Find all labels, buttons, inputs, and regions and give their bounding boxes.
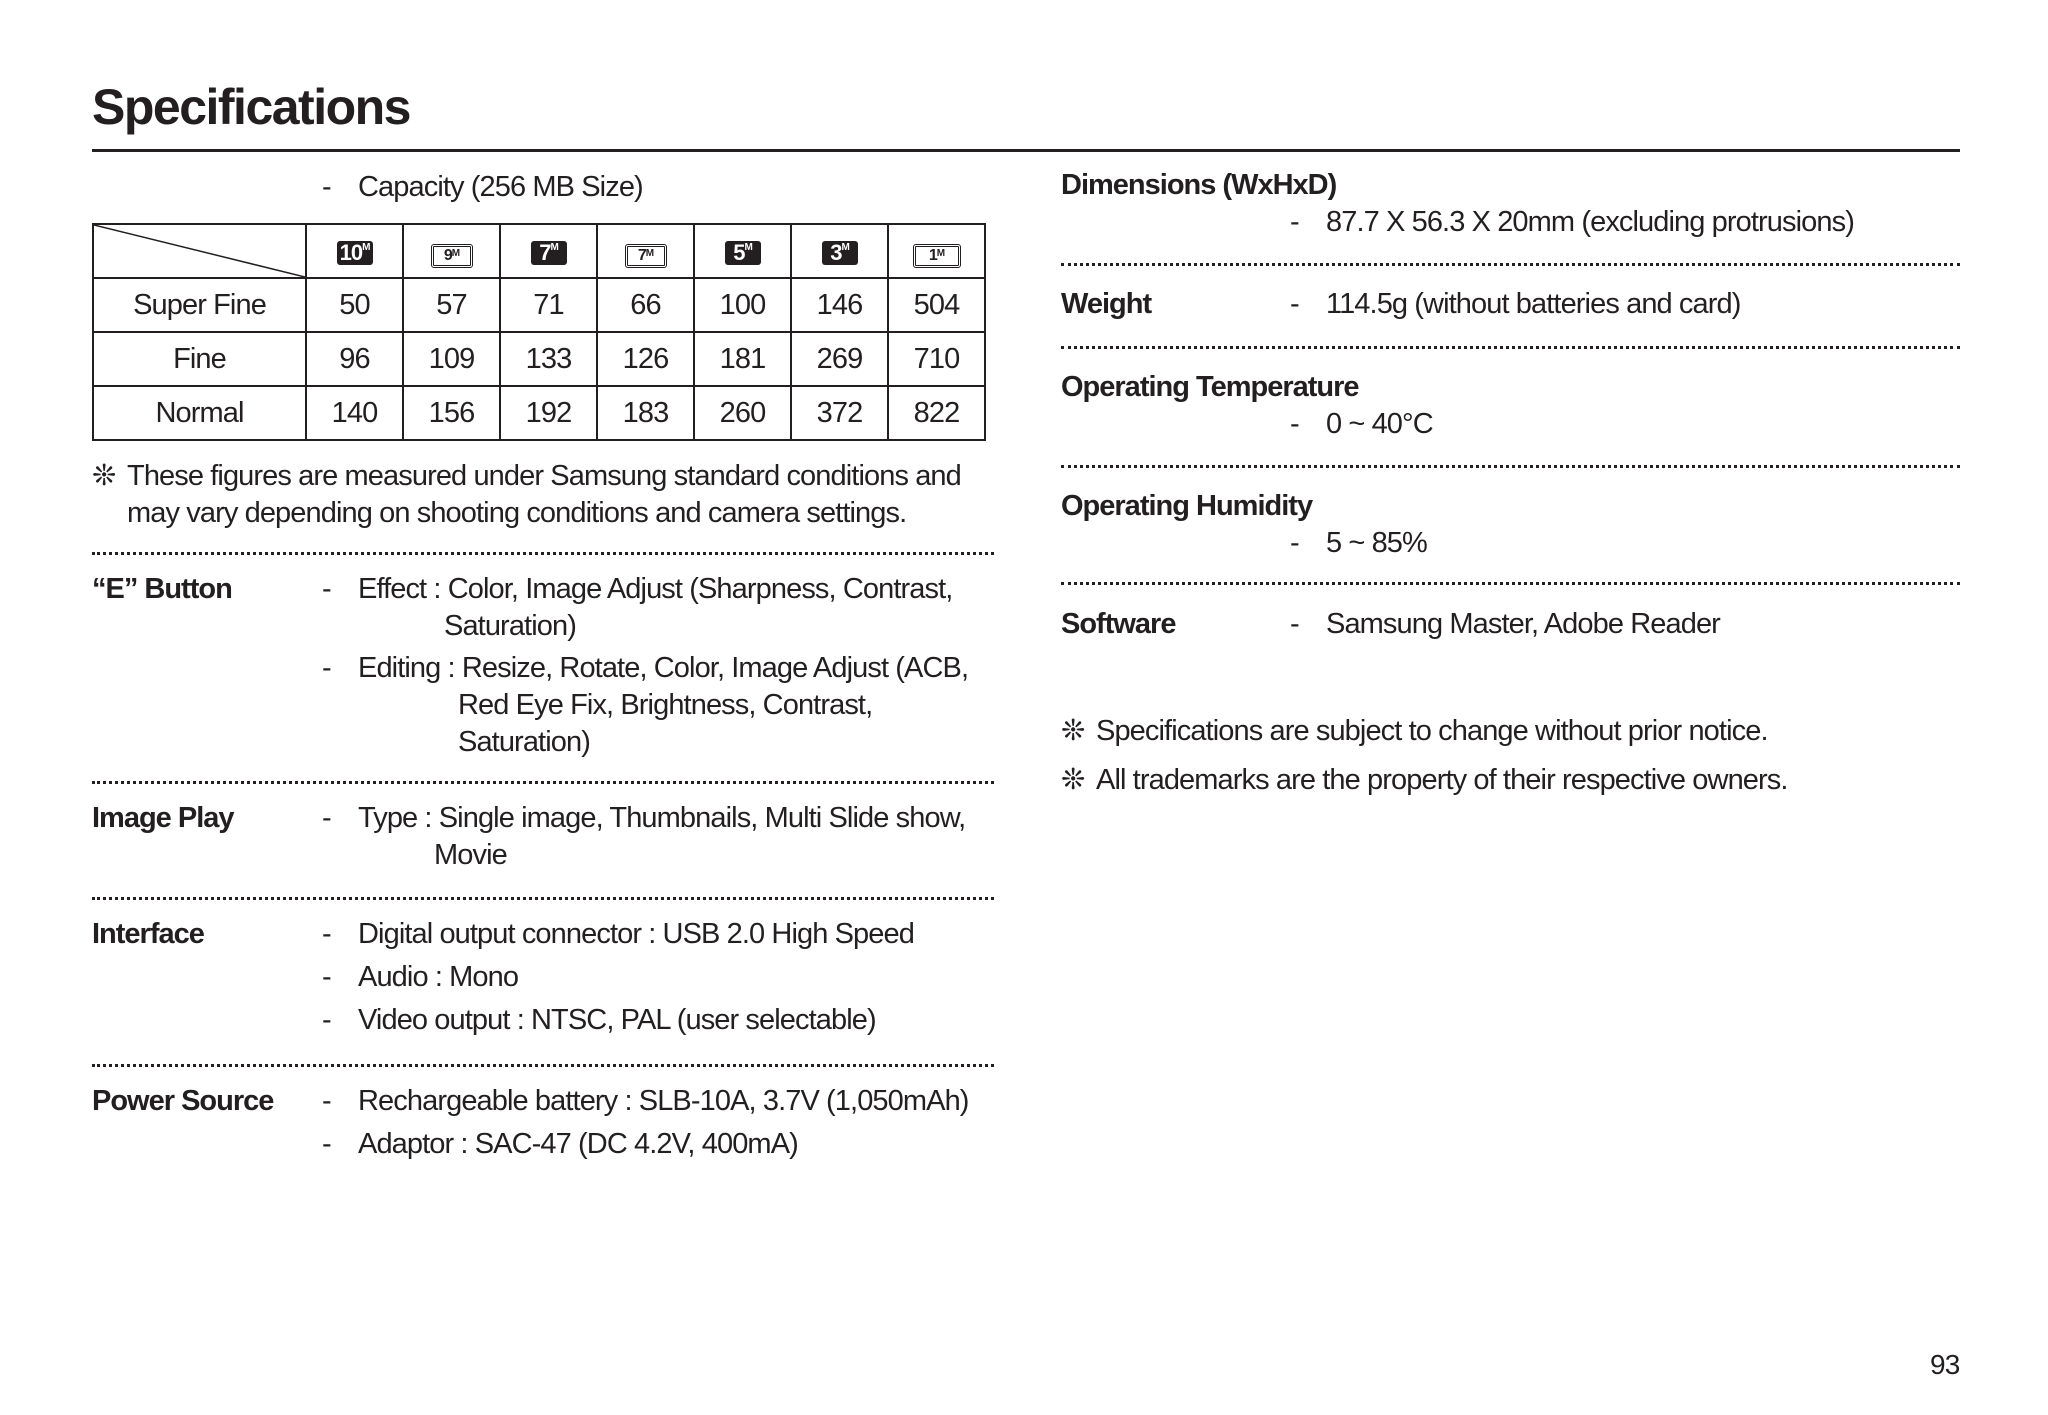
spec-value: Saturation) <box>458 726 590 758</box>
size-7m-icon: $7^M$ <box>531 241 567 265</box>
table-cell: 50 <box>306 278 403 332</box>
e-button-section <box>92 555 994 781</box>
table-cell: 71 <box>500 278 597 332</box>
capacity-note <box>92 458 994 532</box>
right-column <box>1061 165 1960 799</box>
weight-section <box>1061 266 1960 346</box>
capacity-table <box>92 223 986 441</box>
spec-label: Operating Temperature <box>1061 371 1359 403</box>
table-cell: 133 <box>500 332 597 386</box>
note-line: These figures are measured under Samsung standard conditions and <box>127 460 961 492</box>
bullet-dash: - <box>322 802 331 834</box>
table-cell: 260 <box>694 386 791 440</box>
note-line: Specifications are subject to change without prior notice. <box>1096 715 1768 747</box>
table-cell: 269 <box>791 332 888 386</box>
spec-label: “E” Button <box>92 573 232 605</box>
row-label: Fine <box>93 332 306 386</box>
software-section <box>1061 585 1960 705</box>
spec-value: Video output : NTSC, PAL (user selectable) <box>358 1004 876 1036</box>
spec-value: 114.5g (without batteries and card) <box>1326 288 1741 320</box>
diagonal-header-cell <box>93 224 306 278</box>
size-5m-cell <box>694 224 791 278</box>
bullet-dash: - <box>322 1085 331 1117</box>
bullet-dash: - <box>322 961 331 993</box>
spec-label: Operating Humidity <box>1061 490 1313 522</box>
spec-value: Effect : Color, Image Adjust (Sharpness, Contrast, <box>358 573 953 605</box>
interface-section <box>92 900 994 1064</box>
table-cell: 96 <box>306 332 403 386</box>
table-cell: 192 <box>500 386 597 440</box>
capacity-heading <box>92 165 994 209</box>
table-cell: 140 <box>306 386 403 440</box>
size-7m-wide-icon: $7^M$ <box>625 244 667 268</box>
bullet-dash: - <box>1290 288 1299 320</box>
spec-value: 5 ~ 85% <box>1326 527 1427 559</box>
bullet-dash: - <box>322 573 331 605</box>
size-10m-cell <box>306 224 403 278</box>
size-1m-icon: $1^M$ <box>913 244 961 268</box>
diagonal-line <box>94 225 305 277</box>
bullet-dash: - <box>322 171 331 203</box>
bullet-dash: - <box>322 1004 331 1036</box>
spec-label: Software <box>1061 608 1176 640</box>
note-asterisk-icon: ❊ <box>92 460 116 492</box>
table-cell: 372 <box>791 386 888 440</box>
page-number: 93 <box>1930 1349 1960 1380</box>
spec-label: Power Source <box>92 1085 274 1117</box>
size-9m-icon: $9^M$ <box>431 244 473 268</box>
size-7m-wide-cell <box>597 224 694 278</box>
bullet-dash: - <box>322 1128 331 1160</box>
title-rule <box>92 149 1960 152</box>
table-cell: 822 <box>888 386 985 440</box>
footnote-trademarks <box>1061 762 1960 799</box>
table-cell: 710 <box>888 332 985 386</box>
spec-value: 0 ~ 40°C <box>1326 408 1433 440</box>
table-cell: 126 <box>597 332 694 386</box>
spec-value: Type : Single image, Thumbnails, Multi Slide show, <box>358 802 966 834</box>
spec-value: 87.7 X 56.3 X 20mm (excluding protrusions) <box>1326 206 1854 238</box>
spec-value: Adaptor : SAC-47 (DC 4.2V, 400mA) <box>358 1128 798 1160</box>
spec-label: Dimensions (WxHxD) <box>1061 169 1337 201</box>
page-title: Specifications <box>92 79 410 135</box>
table-row <box>93 332 985 386</box>
dimensions-section <box>1061 165 1960 263</box>
note-line: All trademarks are the property of their respective owners. <box>1096 764 1788 796</box>
bullet-dash: - <box>322 918 331 950</box>
table-cell: 504 <box>888 278 985 332</box>
spec-value: Audio : Mono <box>358 961 519 993</box>
bullet-dash: - <box>322 652 331 684</box>
size-9m-cell <box>403 224 500 278</box>
spec-value: Saturation) <box>444 610 576 642</box>
capacity-heading-text: Capacity (256 MB Size) <box>358 171 643 203</box>
row-label: Normal <box>93 386 306 440</box>
size-3m-cell <box>791 224 888 278</box>
footnote-change <box>1061 713 1960 750</box>
left-column <box>92 165 994 1177</box>
bullet-dash: - <box>1290 206 1299 238</box>
size-10m-icon: $10^M$ <box>337 241 373 265</box>
table-header-row <box>93 224 985 278</box>
bullet-dash: - <box>1290 608 1299 640</box>
note-asterisk-icon: ❊ <box>1061 715 1085 747</box>
table-cell: 100 <box>694 278 791 332</box>
size-7m-cell <box>500 224 597 278</box>
spec-label: Weight <box>1061 288 1152 320</box>
spec-label: Image Play <box>92 802 234 834</box>
spec-value: Editing : Resize, Rotate, Color, Image Adjust (ACB, <box>358 652 969 684</box>
row-label: Super Fine <box>93 278 306 332</box>
bullet-dash: - <box>1290 408 1299 440</box>
operating-temperature-section <box>1061 349 1960 465</box>
table-row <box>93 386 985 440</box>
table-cell: 146 <box>791 278 888 332</box>
spec-value: Red Eye Fix, Brightness, Contrast, <box>458 689 873 721</box>
table-row <box>93 278 985 332</box>
bullet-dash: - <box>1290 527 1299 559</box>
power-source-section <box>92 1067 994 1177</box>
table-cell: 156 <box>403 386 500 440</box>
spec-value: Movie <box>434 839 507 871</box>
image-play-section <box>92 784 994 897</box>
table-cell: 183 <box>597 386 694 440</box>
table-cell: 66 <box>597 278 694 332</box>
spec-value: Digital output connector : USB 2.0 High Speed <box>358 918 914 950</box>
table-cell: 109 <box>403 332 500 386</box>
size-3m-icon: $3^M$ <box>822 241 858 265</box>
size-1m-cell <box>888 224 985 278</box>
operating-humidity-section <box>1061 468 1960 582</box>
spec-value: Rechargeable battery : SLB-10A, 3.7V (1,050mAh) <box>358 1085 969 1117</box>
note-asterisk-icon: ❊ <box>1061 764 1085 796</box>
spec-label: Interface <box>92 918 204 950</box>
size-5m-icon: $5^M$ <box>725 241 761 265</box>
table-cell: 181 <box>694 332 791 386</box>
table-cell: 57 <box>403 278 500 332</box>
note-line: may vary depending on shooting conditions and camera settings. <box>127 497 907 529</box>
spec-value: Samsung Master, Adobe Reader <box>1326 608 1720 640</box>
